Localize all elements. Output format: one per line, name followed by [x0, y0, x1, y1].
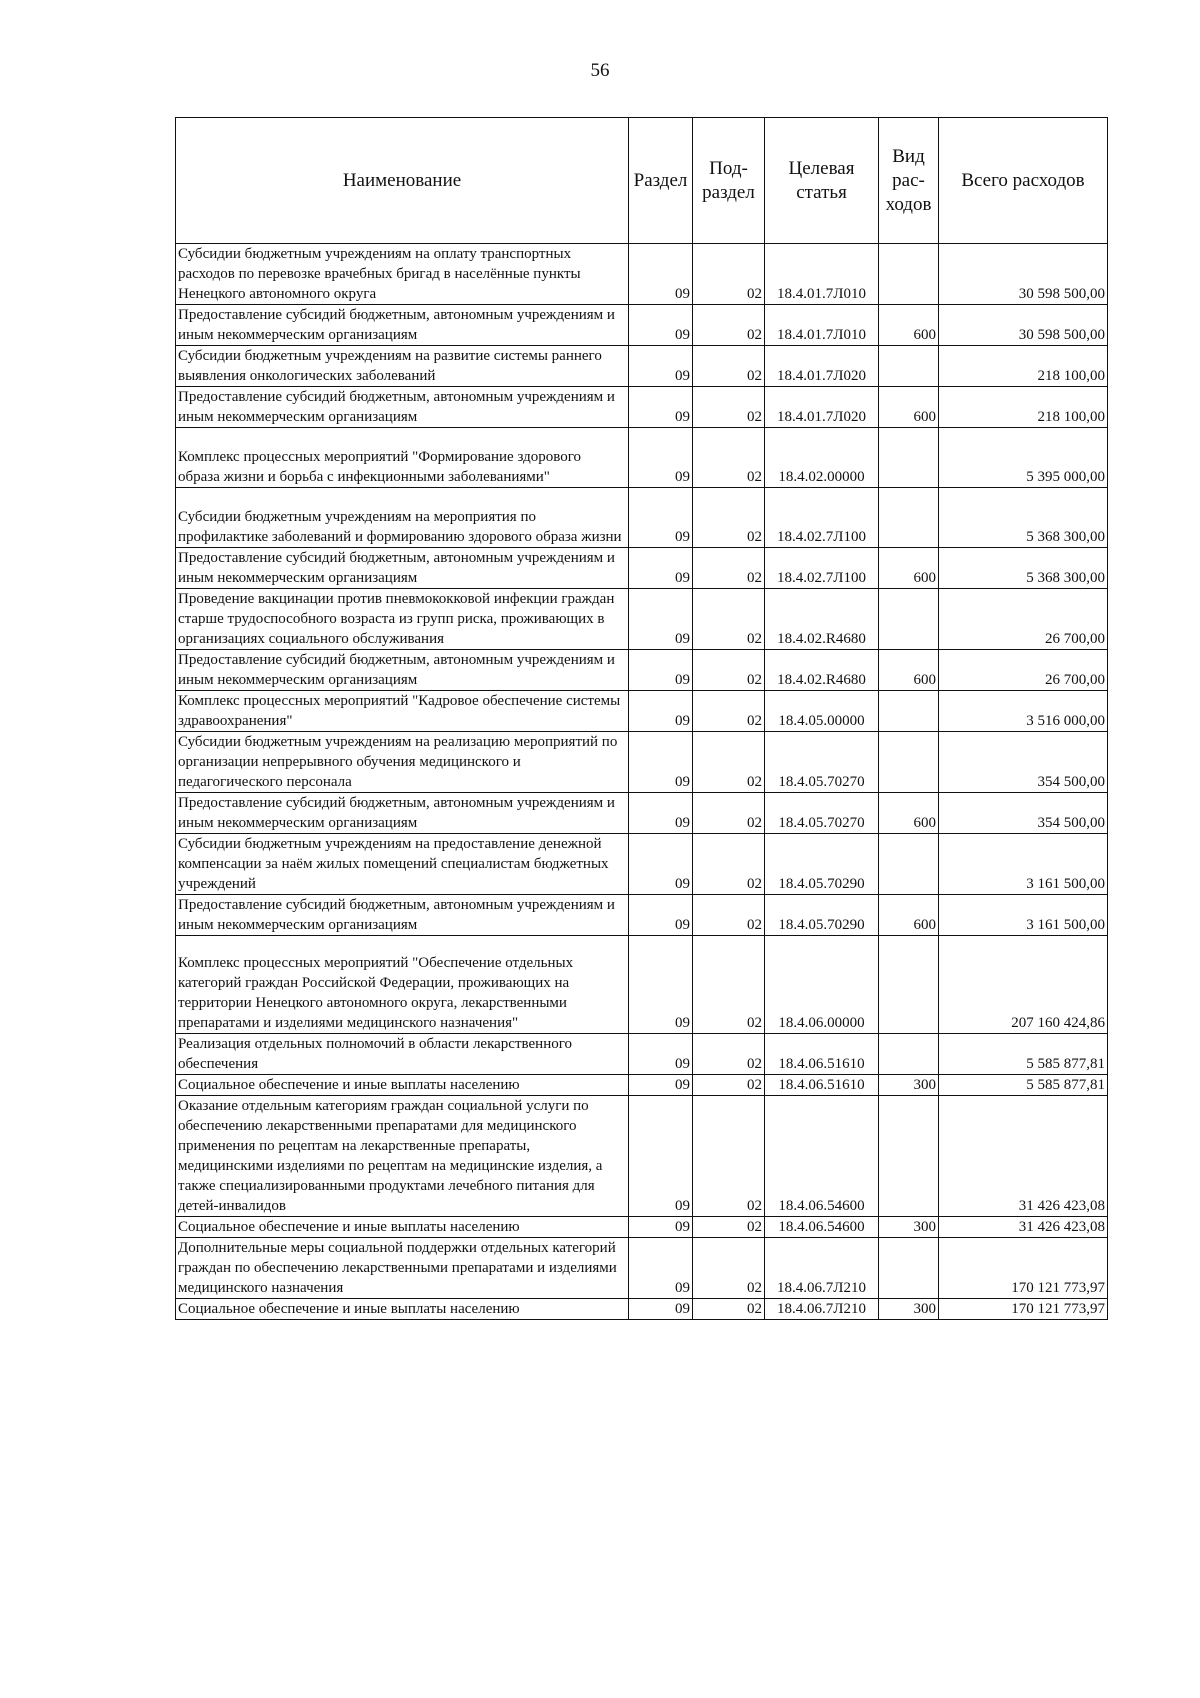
table-body — [176, 244, 1108, 1320]
row-subsection: 02 — [693, 691, 765, 732]
table-row — [176, 732, 1108, 793]
row-name: Комплекс процессных мероприятий "Обеспечение отдельных категорий граждан Российской Федерации, проживающих на территории Ненецкого автономного округа, лекарственными препаратами и изделиями медицинского назначения" — [176, 936, 629, 1034]
row-target-article: 18.4.05.70290 — [765, 895, 879, 936]
row-section: 09 — [629, 691, 693, 732]
row-total: 26 700,00 — [939, 589, 1108, 650]
row-target-article: 18.4.05.70290 — [765, 834, 879, 895]
row-expense-kind: 600 — [879, 305, 939, 346]
row-name: Предоставление субсидий бюджетным, автономным учреждениям и иным некоммерческим организациям — [176, 895, 629, 936]
row-total: 31 426 423,08 — [939, 1217, 1108, 1238]
row-target-article: 18.4.06.51610 — [765, 1034, 879, 1075]
row-expense-kind — [879, 589, 939, 650]
row-total: 5 585 877,81 — [939, 1075, 1108, 1096]
row-name: Дополнительные меры социальной поддержки отдельных категорий граждан по обеспечению лекарственными препаратами и изделиями медицинского назначения — [176, 1238, 629, 1299]
row-section: 09 — [629, 346, 693, 387]
row-expense-kind: 300 — [879, 1217, 939, 1238]
row-target-article: 18.4.02.00000 — [765, 428, 879, 488]
row-subsection: 02 — [693, 305, 765, 346]
table-row — [176, 1075, 1108, 1096]
row-name: Предоставление субсидий бюджетным, автономным учреждениям и иным некоммерческим организациям — [176, 548, 629, 589]
row-section: 09 — [629, 1299, 693, 1320]
row-section: 09 — [629, 1034, 693, 1075]
row-subsection: 02 — [693, 650, 765, 691]
table-row — [176, 691, 1108, 732]
row-subsection: 02 — [693, 244, 765, 305]
row-subsection: 02 — [693, 1075, 765, 1096]
table-row — [176, 1217, 1108, 1238]
table-row — [176, 548, 1108, 589]
row-subsection: 02 — [693, 834, 765, 895]
row-target-article: 18.4.05.70270 — [765, 732, 879, 793]
row-expense-kind — [879, 834, 939, 895]
row-name: Субсидии бюджетным учреждениям на мероприятия по профилактике заболеваний и формированию здорового образа жизни — [176, 488, 629, 548]
row-expense-kind — [879, 346, 939, 387]
row-total: 3 161 500,00 — [939, 895, 1108, 936]
row-expense-kind: 600 — [879, 548, 939, 589]
header-target: Целевая статья — [765, 118, 879, 244]
row-expense-kind — [879, 1238, 939, 1299]
row-expense-kind — [879, 732, 939, 793]
row-subsection: 02 — [693, 793, 765, 834]
budget-table — [175, 117, 1108, 1320]
row-total: 30 598 500,00 — [939, 305, 1108, 346]
table-row — [176, 589, 1108, 650]
row-target-article: 18.4.01.7Л020 — [765, 387, 879, 428]
row-total: 354 500,00 — [939, 793, 1108, 834]
row-target-article: 18.4.02.7Л100 — [765, 548, 879, 589]
row-name: Социальное обеспечение и иные выплаты населению — [176, 1217, 629, 1238]
row-total: 5 368 300,00 — [939, 548, 1108, 589]
row-total: 5 585 877,81 — [939, 1034, 1108, 1075]
row-expense-kind: 600 — [879, 793, 939, 834]
row-section: 09 — [629, 305, 693, 346]
row-total: 170 121 773,97 — [939, 1299, 1108, 1320]
row-name: Предоставление субсидий бюджетным, автономным учреждениям и иным некоммерческим организациям — [176, 305, 629, 346]
row-subsection: 02 — [693, 936, 765, 1034]
table-row — [176, 1034, 1108, 1075]
row-subsection: 02 — [693, 1096, 765, 1217]
table-row — [176, 305, 1108, 346]
table-row — [176, 834, 1108, 895]
table-row — [176, 650, 1108, 691]
row-expense-kind — [879, 428, 939, 488]
row-subsection: 02 — [693, 1238, 765, 1299]
row-subsection: 02 — [693, 387, 765, 428]
table-row — [176, 244, 1108, 305]
table-row — [176, 488, 1108, 548]
row-expense-kind: 300 — [879, 1075, 939, 1096]
row-expense-kind — [879, 691, 939, 732]
row-expense-kind: 300 — [879, 1299, 939, 1320]
row-total: 5 368 300,00 — [939, 488, 1108, 548]
row-target-article: 18.4.01.7Л010 — [765, 305, 879, 346]
row-total: 30 598 500,00 — [939, 244, 1108, 305]
row-target-article: 18.4.02.7Л100 — [765, 488, 879, 548]
row-subsection: 02 — [693, 895, 765, 936]
row-name: Комплекс процессных мероприятий "Кадровое обеспечение системы здравоохранения" — [176, 691, 629, 732]
row-expense-kind: 600 — [879, 895, 939, 936]
row-target-article: 18.4.01.7Л020 — [765, 346, 879, 387]
row-section: 09 — [629, 936, 693, 1034]
row-name: Проведение вакцинации против пневмококковой инфекции граждан старше трудоспособного возраста из групп риска, проживающих в организациях социального обслуживания — [176, 589, 629, 650]
row-section: 09 — [629, 732, 693, 793]
row-target-article: 18.4.01.7Л010 — [765, 244, 879, 305]
row-subsection: 02 — [693, 1299, 765, 1320]
row-section: 09 — [629, 488, 693, 548]
row-name: Реализация отдельных полномочий в области лекарственного обеспечения — [176, 1034, 629, 1075]
header-name: Наименование — [176, 118, 629, 244]
row-section: 09 — [629, 1217, 693, 1238]
row-subsection: 02 — [693, 488, 765, 548]
header-section: Раздел — [629, 118, 693, 244]
table-row — [176, 428, 1108, 488]
row-name: Субсидии бюджетным учреждениям на развитие системы раннего выявления онкологических заболеваний — [176, 346, 629, 387]
row-target-article: 18.4.06.7Л210 — [765, 1238, 879, 1299]
page-number: 56 — [590, 60, 610, 81]
row-expense-kind — [879, 1034, 939, 1075]
row-name: Социальное обеспечение и иные выплаты населению — [176, 1075, 629, 1096]
table-header-row — [176, 118, 1108, 244]
row-subsection: 02 — [693, 346, 765, 387]
row-name: Субсидии бюджетным учреждениям на предоставление денежной компенсации за наём жилых помещений специалистам бюджетных учреждений — [176, 834, 629, 895]
row-expense-kind — [879, 244, 939, 305]
row-target-article: 18.4.06.51610 — [765, 1075, 879, 1096]
row-section: 09 — [629, 1096, 693, 1217]
row-total: 3 161 500,00 — [939, 834, 1108, 895]
row-target-article: 18.4.06.7Л210 — [765, 1299, 879, 1320]
row-name: Социальное обеспечение и иные выплаты населению — [176, 1299, 629, 1320]
row-section: 09 — [629, 650, 693, 691]
row-total: 354 500,00 — [939, 732, 1108, 793]
row-subsection: 02 — [693, 732, 765, 793]
row-target-article: 18.4.02.R4680 — [765, 650, 879, 691]
header-subsection: Под- раздел — [693, 118, 765, 244]
row-subsection: 02 — [693, 1034, 765, 1075]
row-name: Предоставление субсидий бюджетным, автономным учреждениям и иным некоммерческим организациям — [176, 793, 629, 834]
row-total: 218 100,00 — [939, 387, 1108, 428]
row-section: 09 — [629, 895, 693, 936]
row-target-article: 18.4.05.00000 — [765, 691, 879, 732]
row-name: Предоставление субсидий бюджетным, автономным учреждениям и иным некоммерческим организациям — [176, 650, 629, 691]
row-name: Предоставление субсидий бюджетным, автономным учреждениям и иным некоммерческим организациям — [176, 387, 629, 428]
row-section: 09 — [629, 589, 693, 650]
table-row — [176, 1299, 1108, 1320]
table-row — [176, 387, 1108, 428]
row-name: Субсидии бюджетным учреждениям на реализацию мероприятий по организации непрерывного обучения медицинского и педагогического персонала — [176, 732, 629, 793]
row-section: 09 — [629, 793, 693, 834]
row-expense-kind — [879, 488, 939, 548]
row-total: 207 160 424,86 — [939, 936, 1108, 1034]
table-row — [176, 346, 1108, 387]
row-target-article: 18.4.06.54600 — [765, 1096, 879, 1217]
row-section: 09 — [629, 244, 693, 305]
row-section: 09 — [629, 1075, 693, 1096]
row-target-article: 18.4.06.00000 — [765, 936, 879, 1034]
row-expense-kind: 600 — [879, 387, 939, 428]
header-kind: Вид рас- ходов — [879, 118, 939, 244]
table-row — [176, 1238, 1108, 1299]
row-name: Оказание отдельным категориям граждан социальной услуги по обеспечению лекарственными препаратами для медицинского применения по рецептам на лекарственные препараты, медицинскими изделиями по рецептам на медицинские изделия, а также специализированными продуктами лечебного питания для детей-инвалидов — [176, 1096, 629, 1217]
table-row — [176, 936, 1108, 1034]
row-target-article: 18.4.02.R4680 — [765, 589, 879, 650]
row-expense-kind — [879, 1096, 939, 1217]
row-total: 218 100,00 — [939, 346, 1108, 387]
row-subsection: 02 — [693, 428, 765, 488]
row-section: 09 — [629, 387, 693, 428]
row-total: 170 121 773,97 — [939, 1238, 1108, 1299]
header-total: Всего расходов — [939, 118, 1108, 244]
row-section: 09 — [629, 834, 693, 895]
row-target-article: 18.4.05.70270 — [765, 793, 879, 834]
row-expense-kind — [879, 936, 939, 1034]
row-subsection: 02 — [693, 548, 765, 589]
row-expense-kind: 600 — [879, 650, 939, 691]
row-section: 09 — [629, 428, 693, 488]
row-section: 09 — [629, 548, 693, 589]
row-total: 3 516 000,00 — [939, 691, 1108, 732]
row-name: Комплекс процессных мероприятий "Формирование здорового образа жизни и борьба с инфекционными заболеваниями" — [176, 428, 629, 488]
table-row — [176, 1096, 1108, 1217]
table-row — [176, 895, 1108, 936]
row-name: Субсидии бюджетным учреждениям на оплату транспортных расходов по перевозке врачебных бригад в населённые пункты Ненецкого автономного округа — [176, 244, 629, 305]
row-subsection: 02 — [693, 589, 765, 650]
row-total: 26 700,00 — [939, 650, 1108, 691]
row-section: 09 — [629, 1238, 693, 1299]
table-row — [176, 793, 1108, 834]
row-target-article: 18.4.06.54600 — [765, 1217, 879, 1238]
row-subsection: 02 — [693, 1217, 765, 1238]
row-total: 5 395 000,00 — [939, 428, 1108, 488]
row-total: 31 426 423,08 — [939, 1096, 1108, 1217]
